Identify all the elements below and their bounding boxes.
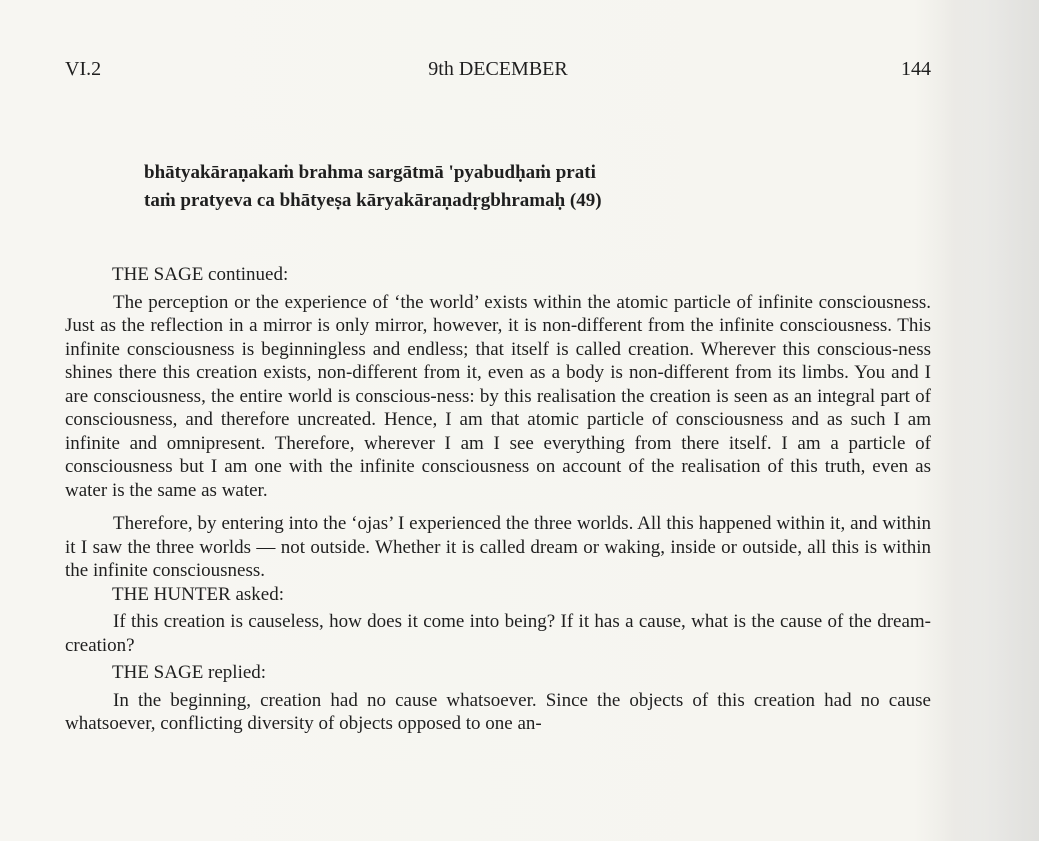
speaker-heading: THE SAGE replied: — [112, 662, 267, 683]
paragraph: If this creation is causeless, how does it come into being? If it has a cause, what is the cause of the dream-creation? — [65, 611, 931, 656]
verse-line-2: taṁ pratyeva ca bhātyeṣa kāryakāraṇadṛgbhramaḥ (49) — [144, 190, 602, 211]
speaker-heading: THE HUNTER asked: — [112, 583, 285, 605]
section-number: VI.2 — [65, 58, 102, 80]
paragraph: The perception or the experience of ‘the world’ exists within the atomic particle of infinite consciousness. Just as the reflection in a mirror is only mirror, however, it is non-different from the infinite consciousness. This infinite consciousness is beginningless and endless; that itself is called creation. Wherever this conscious-ness shines there this creation exists, non-different from it, even as a body is non-different from its limbs. You and I are consciousness, the entire world is conscious-ness: by this realisation the creation is seen as an integral part of consciousness, and therefore uncreated. Hence, I am that atomic particle of consciousness and as such I am infinite and omnipresent. Therefore, wherever I am I see everything from there itself. I am a particle of consciousness but I am one with the infinite consciousness on account of the realisation of this truth, even as water is the same as water. — [65, 291, 931, 501]
paragraph: In the beginning, creation had no cause whatsoever. Since the objects of this creation had no cause whatsoever, conflicting diversity of objects opposed to one an- — [65, 689, 931, 734]
header-date: 9th DECEMBER — [428, 58, 568, 80]
speaker-heading: THE SAGE continued: — [112, 264, 289, 285]
sanskrit-verse — [144, 159, 602, 215]
body-text — [65, 263, 931, 736]
running-header — [65, 58, 931, 82]
page-number: 144 — [901, 58, 931, 80]
verse-line-1: bhātyakāraṇakaṁ brahma sargātmā 'pyabudḥaṁ prati — [144, 162, 596, 183]
page-gutter-shadow — [944, 0, 1039, 841]
paragraph: Therefore, by entering into the ‘ojas’ I experienced the three worlds. All this happened within it, and within it I saw the three worlds — not outside. Whether it is called dream or waking, inside or outside, all this is within the infinite consciousness. — [65, 513, 931, 581]
